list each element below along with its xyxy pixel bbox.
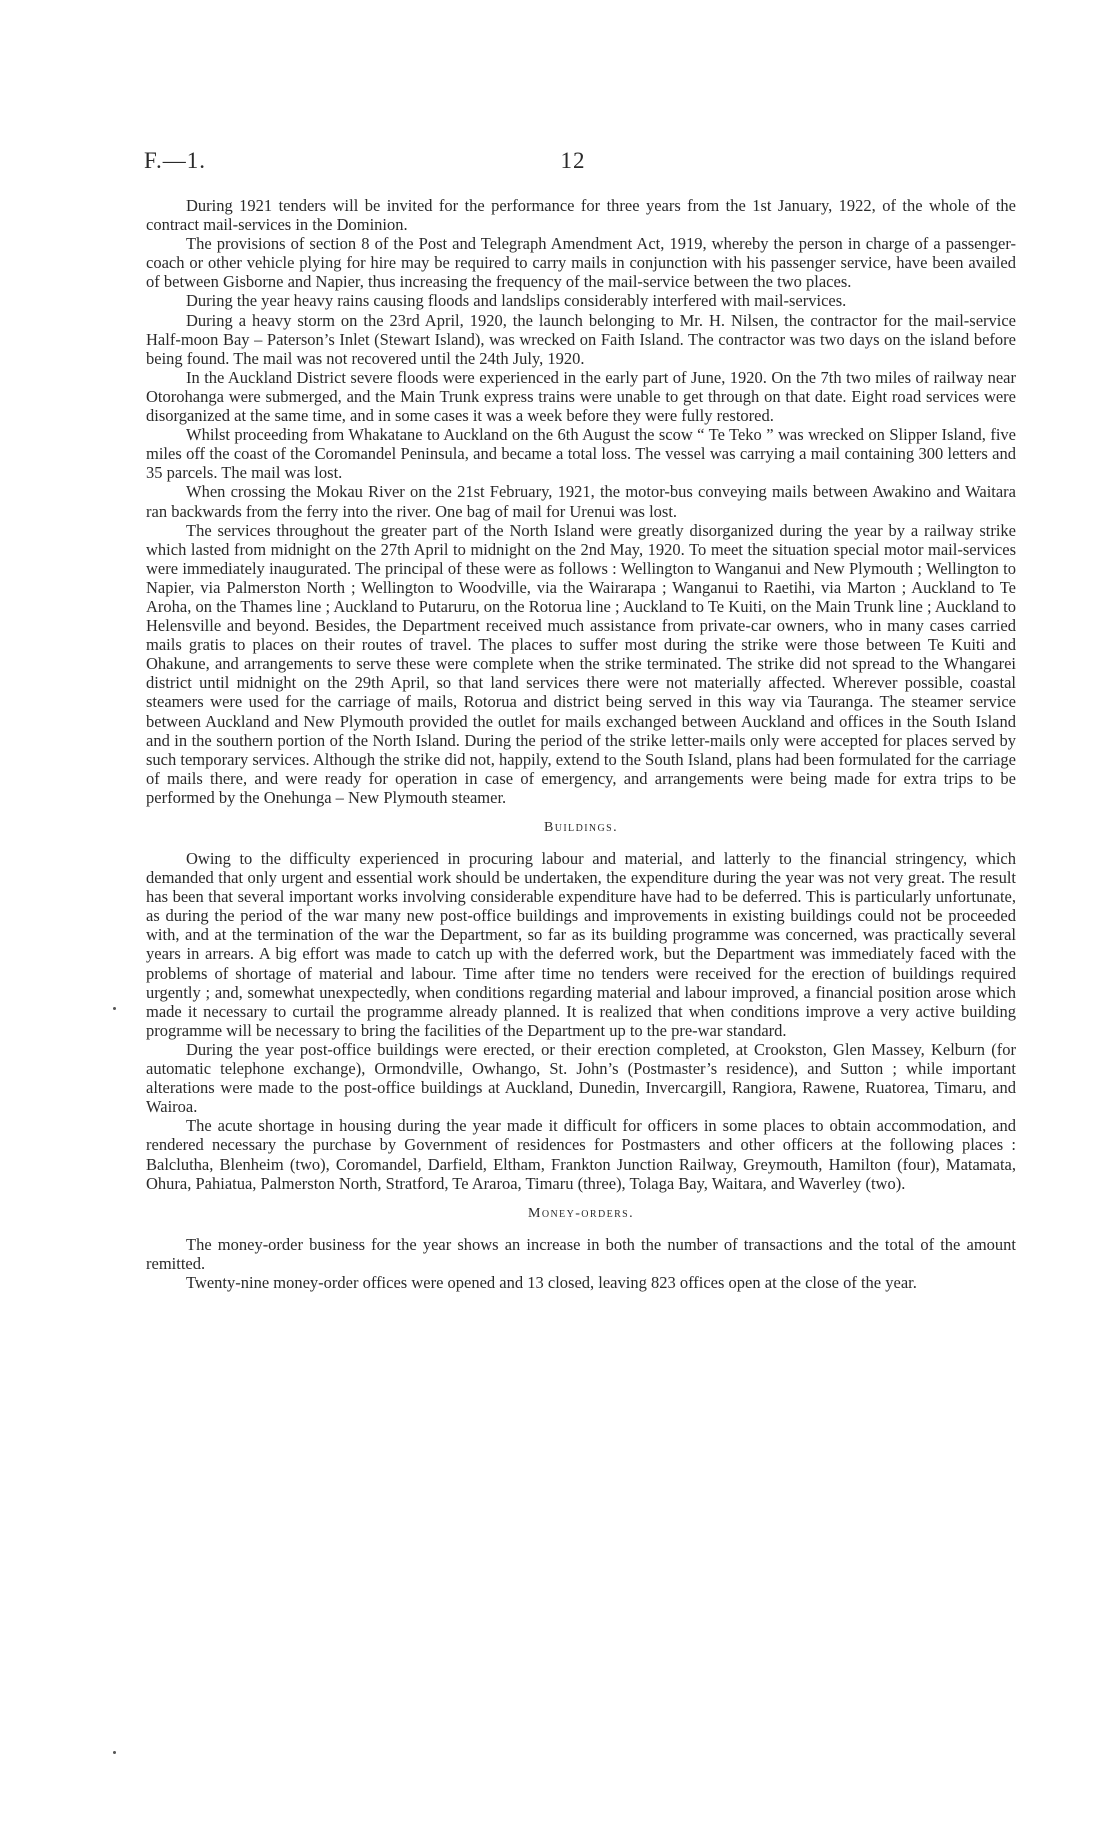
section-heading-buildings: Buildings. [543, 820, 619, 835]
paragraph-money-order-business: The money-order business for the year shows an increase in both the number of transactions and the total of the amount remitted. [146, 1234, 1016, 1273]
document-body [146, 196, 1016, 1292]
paragraph-buildings-difficulty: Owing to the difficulty experienced in procuring labour and material, and latterly to the financial stringency, which demanded that only urgent and essential work should be undertaken, the expenditure during the year was not very great. The result has been that several important works involving considerable expenditure have had to be deferred. This is particularly unfortunate, as during the period of the war many new post-office buildings and improvements in existing buildings could not be proceeded with, and at the termination of the war the Department, so far as its building programme was concerned, was practically several years in arrears. A big effort was made to catch up with the deferred work, but the Department was immediately faced with the problems of shortage of material and labour. Time after time no tenders were received for the erection of buildings required urgently ; and, somewhat unexpectedly, when conditions regarding material and labour improved, a financial position arose which made it necessary to curtail the programme already planned. It is realized that when conditions improve a very active building programme will be necessary to bring the facilities of the Department up to the pre-war standard. [146, 849, 1016, 1040]
paragraph-launch-wreck: During a heavy storm on the 23rd April, 1920, the launch belonging to Mr. H. Nilsen, the contractor for the mail-service Half-moon Bay – Paterson’s Inlet (Stewart Island), was wrecked on Faith Island. The contractor was two days on the island before being found. The mail was not recovered until the 24th July, 1920. [146, 310, 1016, 368]
page-number: 12 [560, 148, 586, 173]
paragraph-scow-wreck: Whilst proceeding from Whakatane to Auckland on the 6th August the scow “ Te Teko ” was wrecked on Slipper Island, five miles off the coast of the Coromandel Peninsula, and became a total loss. The vessel was carrying a mail containing 300 letters and 35 parcels. The mail was lost. [146, 425, 1016, 483]
paragraph-railway-strike: The services throughout the greater part of the North Island were greatly disorganized during the year by a railway strike which lasted from midnight on the 27th April to midnight on the 2nd May, 1920. To meet the situation special motor mail-services were immediately inaugurated. The principal of these were as follows : Wellington to Wanganui and New Plymouth ; Wellington to Napier, via Palmerston North ; Wellington to Woodville, via the Wairarapa ; Wanganui to Raetihi, via Marton ; Auckland to Te Aroha, on the Thames line ; Auckland to Putaruru, on the Rotorua line ; Auckland to Te Kuiti, on the Main Trunk line ; Auckland to Helensville and beyond. Besides, the Department received much assistance from private-car owners, who in many cases carried mails gratis to places on their routes of travel. The places to suffer most during the strike were those between Te Kuiti and Ohakune, and arrangements to serve these were complete when the strike terminated. The strike did not spread to the Whangarei district until midnight on the 29th April, so that land services there were not materially affected. Wherever possible, coastal steamers were used for the carriage of mails, Rotorua and district being served in this way via Tauranga. The steamer service between Auckland and New Plymouth provided the outlet for mails exchanged between Auckland and offices in the South Island and in the southern portion of the North Island. During the period of the strike letter-mails only were accepted for places served by such temporary services. Although the strike did not, happily, extend to the South Island, plans had been formulated for the carriage of mails there, and were ready for operation in case of emergency, and arrangements were being made for extra trips to be performed by the Onehunga – New Plymouth steamer. [146, 520, 1016, 807]
scan-speck [113, 1007, 116, 1010]
paragraph-floods: During the year heavy rains causing floods and landslips considerably interfered with mail-services. [186, 291, 847, 311]
paragraph-mokau-river: When crossing the Mokau River on the 21st February, 1921, the motor-bus conveying mails between Awakino and Waitara ran backwards from the ferry into the river. One bag of mail for Urenui was lost. [146, 482, 1016, 521]
paragraph-amendment-act: The provisions of section 8 of the Post and Telegraph Amendment Act, 1919, whereby the person in charge of a passenger-coach or other vehicle plying for hire may be required to carry mails in conjunction with his passenger service, have been availed of between Gisborne and Napier, thus increasing the frequency of the mail-service between the two places. [146, 234, 1016, 292]
paragraph-housing-shortage: The acute shortage in housing during the year made it difficult for officers in some places to obtain accommodation, and rendered necessary the purchase by Government of residences for Postmasters and other officers at the following places : Balclutha, Blenheim (two), Coromandel, Darfield, Eltham, Frankton Junction Railway, Greymouth, Hamilton (four), Matamata, Ohura, Pahiatua, Palmerston North, Stratford, Te Araroa, Timaru (three), Tolaga Bay, Waitara, and Waverley (two). [146, 1116, 1016, 1193]
section-heading-money-orders: Money-orders. [527, 1205, 635, 1221]
scan-speck [113, 1751, 116, 1754]
paragraph-buildings-erected: During the year post-office buildings were erected, or their erection completed, at Crookston, Glen Massey, Kelburn (for automatic telephone exchange), Ormondville, Owhango, St. John’s (Postmaster’s residence), and Sutton ; while important alterations were made to the post-office buildings at Auckland, Dunedin, Invercargill, Rangiora, Rawene, Ruatorea, Timaru, and Wairoa. [146, 1039, 1016, 1117]
paragraph-money-order-offices: Twenty-nine money-order offices were opened and 13 closed, leaving 823 offices open at the close of the year. [186, 1272, 917, 1292]
paragraph-auckland-floods: In the Auckland District severe floods were experienced in the early part of June, 1920. On the 7th two miles of railway near Otorohanga were submerged, and the Main Trunk express trains were unable to get through on that date. Eight road services were disorganized at the same time, and in some cases it was a week before they were fully restored. [146, 367, 1016, 426]
paragraph-tenders: During 1921 tenders will be invited for the performance for three years from the 1st January, 1922, of the whole of the contract mail-services in the Dominion. [146, 196, 1016, 235]
document-reference: F.—1. [144, 148, 206, 173]
